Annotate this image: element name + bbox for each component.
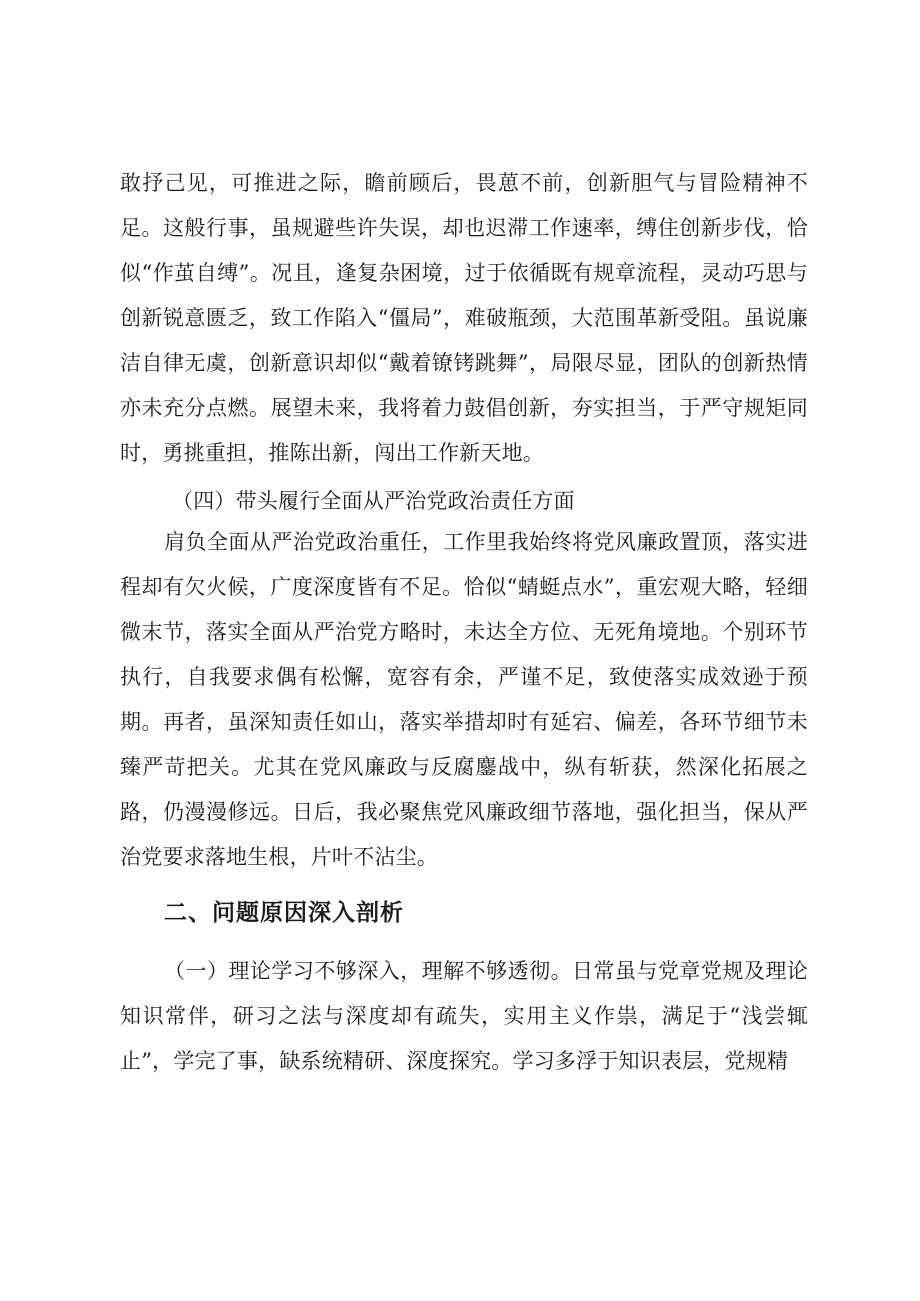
subheading-four: （四）带头履行全面从严治党政治责任方面 [172, 489, 575, 513]
paragraph-continuation: 敢抒己见，可推进之际，瞻前顾后，畏葸不前，创新胆气与冒险精神不足。这般行事，虽规避些许失误，却也迟滞工作速率，缚住创新步伐，恰似“作茧自缚”。况且，逢复杂困境，过于依循既有规章流程，灵动巧思与创新锐意匮乏，致工作陷入“僵局”，难破瓶颈，大范围革新受阻。虽说廉洁自律无虞，创新意识却似“戴着镣铐跳舞”，局限尽显，团队的创新热情亦未充分点燃。展望未来，我将着力鼓倡创新，夯实担当，于严守规矩同时，勇挑重担，推陈出新，闯出工作新天地。 [120, 171, 808, 465]
paragraph-four: 肩负全面从严治党政治重任，工作里我始终将党风廉政置顶，落实进程却有欠火候，广度深度皆有不足。恰似“蜻蜓点水”，重宏观大略，轻细微末节，落实全面从严治党方略时，未达全方位、无死角境地。个别环节执行，自我要求偶有松懈，宽容有余，严谨不足，致使落实成效逊于预期。再者，虽深知责任如山，落实举措却时有延宕、偏差，各环节细节未臻严苛把关。尤其在党风廉政与反腐鏖战中，纵有斩获，然深化拓展之路，仍漫漫修远。日后，我必聚焦党风廉政细节落地，强化担当，保从严治党要求落地生根，片叶不沾尘。 [120, 530, 808, 869]
paragraph-section-two-one: （一）理论学习不够深入，理解不够透彻。日常虽与党章党规及理论知识常伴，研习之法与深度却有疏失，实用主义作祟，满足于“浅尝辄止”，学完了事，缺系统精研、深度探究。学习多浮于知识表层，党规精 [120, 959, 808, 1073]
section-two-heading: 二、问题原因深入剖析 [164, 900, 404, 926]
